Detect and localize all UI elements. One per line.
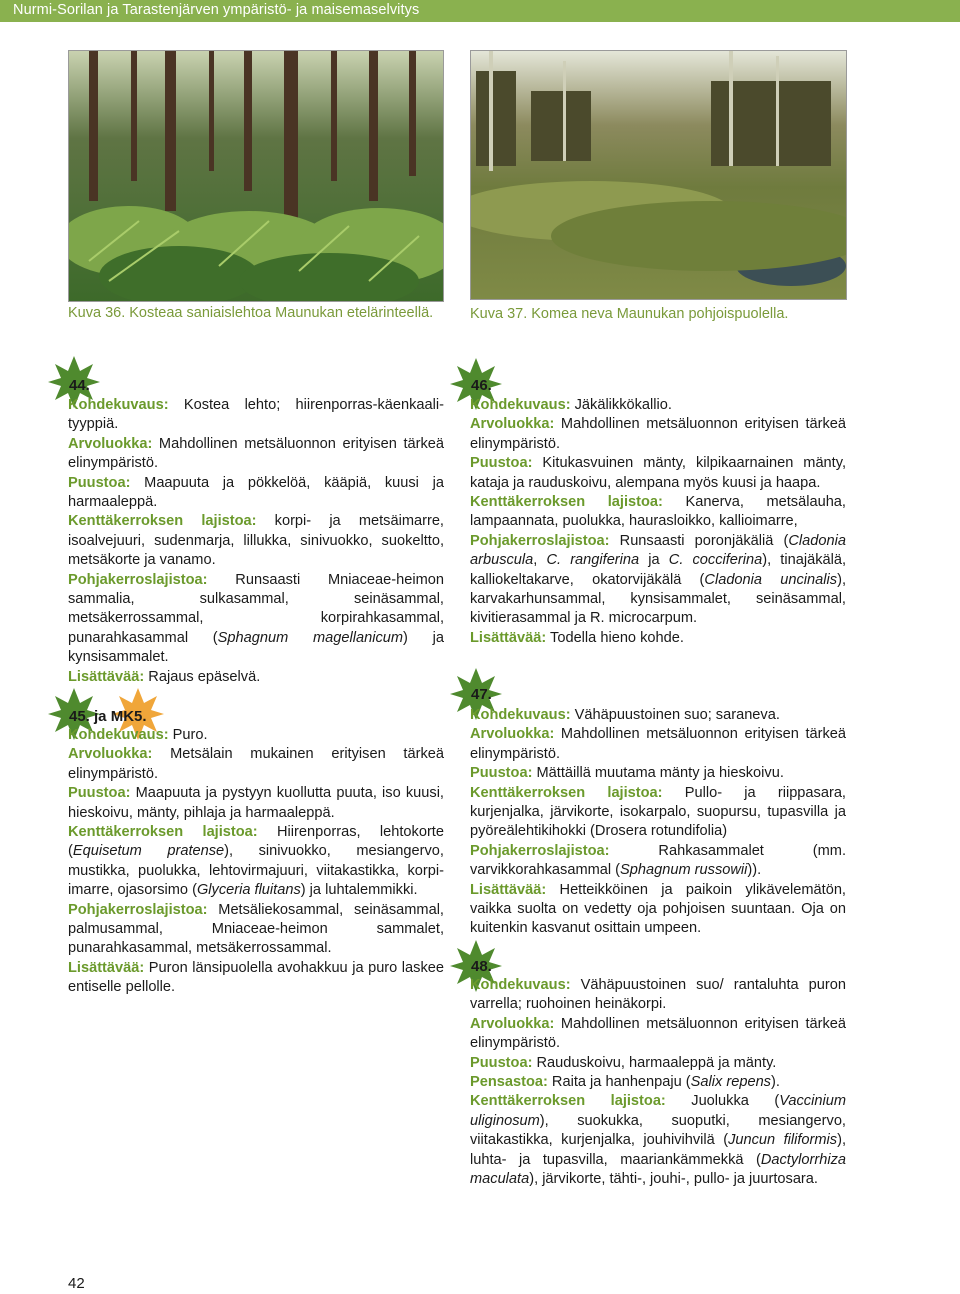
field-text: ), järvikorte, tähti-, jouhi-, pullo- ja juurtosara. (529, 1171, 818, 1188)
site-47-description (470, 706, 846, 939)
field-label: Arvoluokka: (68, 435, 153, 452)
field-text: ), sinivuokko, mesiangervo, mustikka, puolukka, lehtovirmajuuri, viitakastikka, korpi-imarre, ojasorsimo ( (68, 843, 444, 899)
field-label: Puustoa: (470, 455, 533, 472)
field-label: Puustoa: (68, 785, 131, 802)
photo-fern-grove (68, 50, 444, 302)
site-number-44: 44. (69, 377, 90, 394)
field-text: Metsälain mukainen erityisen tärkeä elinympäristö. (68, 746, 444, 782)
latin-name: Sphagnum russowii (620, 862, 748, 879)
field-text: Jäkälikkökallio. (570, 397, 672, 413)
field-text: Mättäillä muutama mänty ja hieskoivu. (532, 765, 784, 782)
field-text: , (533, 552, 547, 569)
field-text: Puron länsipuolella avohakkuu ja puro laskee entiselle pellolle. (68, 959, 444, 996)
field-label: Lisättävää: (68, 959, 145, 976)
field-label: Pohjakerroslajistoa: (68, 571, 208, 588)
latin-name: C. rangiferina (546, 552, 640, 569)
field-label: Kenttäkerroksen lajistoa: (68, 824, 258, 841)
photo-bog (470, 50, 847, 300)
field-label: Pohjakerroslajistoa: (68, 901, 208, 918)
field-text: ). (770, 1074, 780, 1091)
field-text: Juolukka ( (665, 1093, 780, 1110)
document-title: Nurmi-Sorilan ja Tarastenjärven ympäristö- ja maisemaselvitys (13, 2, 420, 18)
latin-name: Salix repens (690, 1074, 771, 1091)
field-label: Lisättävää: (470, 629, 547, 646)
latin-name: Equisetum pratense (72, 843, 225, 860)
label: Kohdekuvaus: (68, 397, 169, 413)
field-text: Mahdollinen metsäluonnon erityisen tärkeä elinympäristö. (470, 726, 846, 762)
site-number-46: 46. (471, 377, 492, 394)
latin-name: C. cocciferina (668, 552, 763, 569)
field-label: Kohdekuvaus: (470, 397, 571, 413)
field-label: Arvoluokka: (68, 746, 153, 763)
site-44-description (68, 396, 444, 687)
field-label: Kohdekuvaus: (68, 727, 169, 743)
field-text: ) ja kynsisammalet. (68, 629, 444, 666)
field-text: ), luhta- ja tupasvilla, maariankämmekkä ( (470, 1132, 846, 1168)
field-text: Vähäpuustoinen suo; saraneva. (570, 707, 780, 723)
field-text: Vähäpuustoinen suo/ rantaluhta puron varrella; ruohoinen heinäkorpi. (470, 977, 846, 1013)
field-text: Rauduskoivu, harmaaleppä ja mänty. (532, 1054, 777, 1071)
field-label: Pensastoa: (470, 1074, 548, 1091)
field-text: Runsaasti poronjäkäliä ( (609, 532, 789, 549)
field-text: ) ja luhtalemmikki. (300, 882, 418, 899)
field-label: Arvoluokka: (470, 416, 555, 433)
field-text: Maapuuta ja pystyyn kuollutta puuta, iso kuusi, hieskoivu, mänty, pihlaja ja harmaaleppä. (68, 785, 444, 821)
latin-name: Sphagnum magellanicum (217, 629, 404, 646)
field-label: Lisättävää: (470, 881, 547, 898)
field-text: Pullo- ja riippasara, kurjenjalka, järvikorte, isokarpalo, suopursu, tupasvilla ja pyöreälehtikihokki (Drosera rotundifolia) (470, 784, 846, 840)
field-text: korpi- ja metsäimarre, isoalvejuuri, sudenmarja, lillukka, sinivuokko, suokeltto, metsäkorte ja vanamo. (68, 513, 444, 569)
field-label: Pohjakerroslajistoa: (470, 532, 610, 549)
site-number-48: 48. (471, 958, 492, 975)
field-label: Kenttäkerroksen lajistoa: (470, 494, 663, 511)
field-text: ), karvakarhunsammal, kynsisammalet, seinäsammal, kivitierasammal ja R. microcarpum. (470, 571, 846, 627)
field-text: ), tinajäkälä, kalliokeltakarve, okatorvijäkälä ( (470, 552, 847, 588)
field-label: Puustoa: (68, 474, 131, 491)
photo-caption-37: Kuva 37. Komea neva Maunukan pohjoispuolella. (470, 306, 789, 322)
field-label: Kohdekuvaus: (470, 707, 571, 723)
field-text: Hiirenporras, lehtokorte ( (68, 824, 444, 860)
field-label: Kenttäkerroksen lajistoa: (470, 784, 663, 801)
field-text: Kitukasvuinen mänty, kilpikaarnainen mänty, kataja ja rauduskoivu, alempana myös kuusi ja haapa. (470, 455, 846, 491)
field-text: Rahkasammalet (mm. varvikkorahkasammal ( (470, 842, 846, 879)
field-label: Puustoa: (470, 765, 533, 782)
field-text: Todella hieno kohde. (546, 629, 684, 646)
field-text: )). (747, 862, 762, 879)
site-48-description (470, 976, 846, 1189)
field-text: ), suokukka, suoputki, mesiangervo, viitakastikka, kurjenjalka, jouhivihvilä ( (470, 1112, 846, 1149)
field-label: Pohjakerroslajistoa: (470, 842, 610, 859)
page-number: 42 (68, 1275, 85, 1292)
field-text: Mahdollinen metsäluonnon erityisen tärkeä elinympäristö. (470, 1015, 846, 1052)
field-text: Metsäliekosammal, seinäsammal, palmusammal, Mniaceae-heimon sammalet, punarahkasammal, metsäkerrossammal. (68, 901, 444, 957)
field-label: Kohdekuvaus: (470, 977, 571, 993)
field-text: Rajaus epäselvä. (144, 668, 261, 685)
site-number-47: 47. (471, 686, 492, 703)
field-text: Raita ja hanhenpaju ( (547, 1074, 691, 1091)
latin-name: Dactylorrhiza maculata (470, 1151, 846, 1188)
latin-name: Juncun filiformis (728, 1132, 838, 1149)
field-label: Lisättävää: (68, 668, 145, 685)
field-text: Kostea lehto; hiirenporras-käenkaali-tyyppiä. (68, 397, 444, 433)
field-text: Kanerva, metsälauha, lampaannata, puolukka, haurasloikko, kallioimarre, (470, 494, 846, 530)
photo-caption-36: Kuva 36. Kosteaa saniaislehtoa Maunukan etelärinteellä. (68, 305, 434, 321)
latin-name: Glyceria fluitans (196, 882, 301, 899)
field-text: Hetteikköinen ja paikoin ylikävelemätön, vaikka suolta on vedetty oja pohjoisen suuntaan. Oja on kuitenkin kasvanut osittain umpeen. (470, 881, 846, 937)
latin-name: Cladonia arbuscula (470, 532, 846, 569)
site-46-description (470, 396, 846, 648)
latin-name: Cladonia uncinalis (704, 571, 838, 588)
field-text: Puro. (168, 727, 208, 743)
latin-name: Vaccinium uliginosum (470, 1093, 846, 1129)
field-text: Mahdollinen metsäluonnon erityisen tärkeä elinympäristö. (68, 435, 444, 472)
field-label: Kenttäkerroksen lajistoa: (470, 1093, 666, 1110)
header-band (0, 0, 960, 22)
field-text: Maapuuta ja pökkelöä, kääpiä, kuusi ja harmaaleppä. (68, 474, 444, 511)
field-label: Arvoluokka: (470, 1015, 555, 1032)
field-text: Runsaasti Mniaceae-heimon sammalia, sulkasammal, seinäsammal, metsäkerrossammal, korpirahkasammal, punarahkasammal ( (68, 571, 444, 646)
field-label: Kenttäkerroksen lajistoa: (68, 513, 257, 530)
site-45-description (68, 726, 444, 998)
field-label: Arvoluokka: (470, 726, 555, 743)
field-text: ja (639, 552, 669, 569)
site-number-45: 45. ja MK5. (69, 708, 147, 725)
field-text: Mahdollinen metsäluonnon erityisen tärkeä elinympäristö. (470, 416, 846, 452)
field-label: Puustoa: (470, 1054, 533, 1071)
